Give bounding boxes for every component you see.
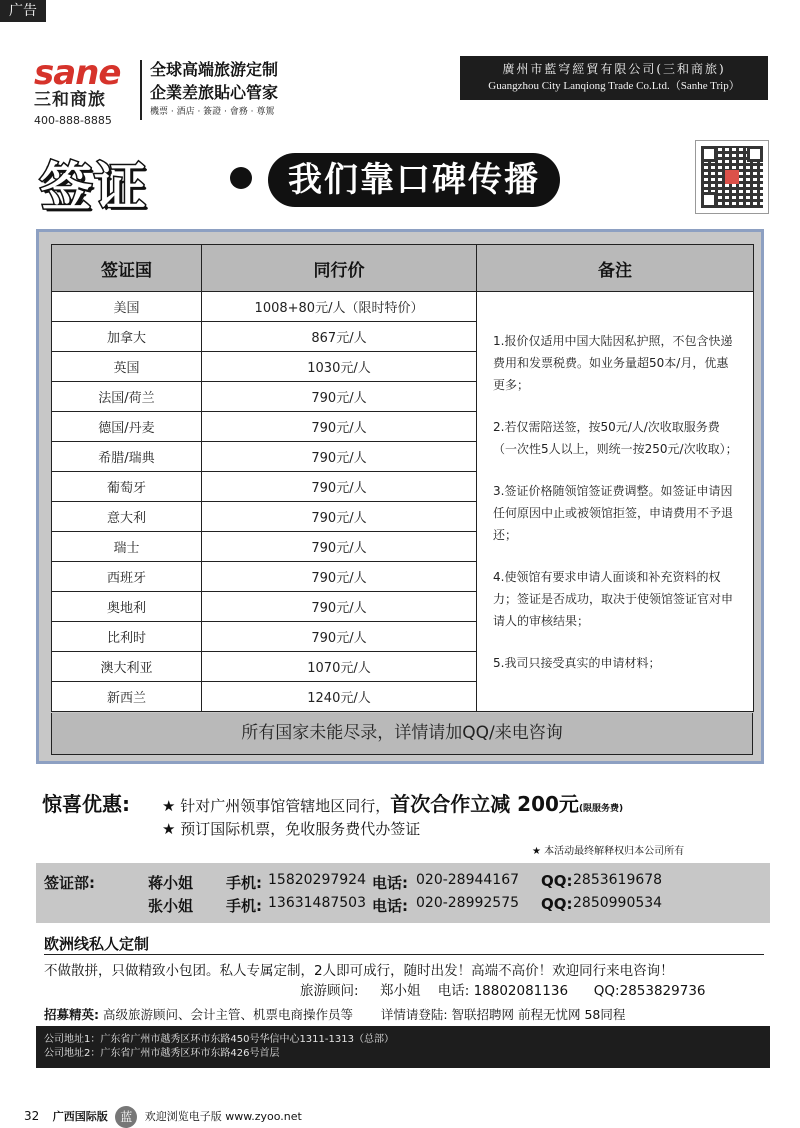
note-item: 1.报价仅适用中国大陆因私护照，不包含快递费用和发票税费。如业务量超50本/月，优惠更多； <box>493 334 733 392</box>
header-country: 签证国 <box>52 245 202 292</box>
contact-name: 张小姐 <box>148 897 194 915</box>
header-notes: 备注 <box>477 245 754 292</box>
country-cell: 新西兰 <box>52 682 202 712</box>
price-cell: 1008+80元/人（限时特价） <box>202 292 477 322</box>
promo-discount-note: (限服务费) <box>578 804 624 814</box>
note-item: 4.使领馆有要求申请人面谈和补充资料的权力；签证是否成功，取决于使领馆签证官对申请人的审核结果； <box>493 570 734 628</box>
qq-label: QQ: <box>541 872 573 890</box>
price-cell: 790元/人 <box>202 472 477 502</box>
company-name-cn: 廣州市藍穹經貿有限公司(三和商旅) <box>502 62 726 76</box>
mobile-label: 手机: <box>226 897 262 915</box>
slogan-line-1: 全球高端旅游定制 <box>150 60 279 79</box>
tel-number[interactable]: 020-28992575 <box>416 895 520 911</box>
headline <box>40 145 640 218</box>
country-cell: 澳大利亚 <box>52 652 202 682</box>
table-row <box>52 292 754 322</box>
price-cell: 790元/人 <box>202 502 477 532</box>
europe-divider <box>44 954 764 955</box>
company-name-en: Guangzhou City Lanqiong Trade Co.Ltd.（Sanhe Trip） <box>488 80 740 92</box>
qr-corner-marker <box>701 192 717 208</box>
price-cell: 790元/人 <box>202 442 477 472</box>
qr-logo <box>725 170 739 184</box>
promo-title: 惊喜优惠: <box>42 792 130 816</box>
qq-label: QQ: <box>541 895 573 913</box>
qr-code-pattern <box>701 146 763 208</box>
slogan-line-2: 企業差旅貼心管家 <box>150 83 279 102</box>
headline-visa: 签证 <box>40 158 149 218</box>
mobile-number[interactable]: 15820297924 <box>268 872 366 888</box>
note-item: 3.签证价格随领馆签证费调整。如签证申请因任何原因中止或被领馆拒签，申请费用不予退还； <box>493 484 734 542</box>
company-banner <box>460 56 768 100</box>
recruit-label: 招募精英: <box>44 1007 99 1022</box>
brand-phone: 400-888-8885 <box>34 114 112 127</box>
page-number: 32 <box>24 1109 40 1123</box>
advisor-tel[interactable]: 18802081136 <box>473 983 569 999</box>
europe-advisor <box>300 979 706 999</box>
price-cell: 790元/人 <box>202 622 477 652</box>
contact-row <box>36 872 770 896</box>
recruitment-line <box>44 1005 625 1023</box>
country-cell: 德国/丹麦 <box>52 412 202 442</box>
country-cell: 比利时 <box>52 622 202 652</box>
mobile-label: 手机: <box>226 874 262 892</box>
header-price: 同行价 <box>202 245 477 292</box>
europe-title: 欧洲线私人定制 <box>44 935 150 953</box>
promo-line-1 <box>162 788 623 817</box>
advisor-label: 旅游顾问: <box>300 983 359 999</box>
country-cell: 意大利 <box>52 502 202 532</box>
promo-line-2: ★ 预订国际机票，免收服务费代办签证 <box>162 820 421 838</box>
country-cell: 瑞士 <box>52 532 202 562</box>
country-cell: 英国 <box>52 352 202 382</box>
promo-line-1-text: ★ 针对广州领事馆管辖地区同行， <box>162 797 391 815</box>
address-line-2: 公司地址2：广东省广州市越秀区环市东路426号首层 <box>44 1048 280 1059</box>
tel-number[interactable]: 020-28944167 <box>416 872 520 888</box>
price-cell: 790元/人 <box>202 592 477 622</box>
europe-description: 不做散拼，只做精致小包团。私人专属定制，2人即可成行，随时出发！高端不高价！欢迎同行来电咨询！ <box>44 963 674 979</box>
price-cell: 867元/人 <box>202 322 477 352</box>
note-item: 5.我司只接受真实的申请材料； <box>493 656 661 670</box>
footer-website[interactable]: 欢迎浏览电子版 www.zyoo.net <box>144 1110 302 1123</box>
price-cell: 790元/人 <box>202 532 477 562</box>
advisor-qq[interactable]: 2853829736 <box>619 983 706 999</box>
table-footer-note: 所有国家未能尽录，详情请加QQ/来电咨询 <box>51 713 753 755</box>
country-cell: 葡萄牙 <box>52 472 202 502</box>
price-cell: 1070元/人 <box>202 652 477 682</box>
brand-logo <box>34 53 134 127</box>
address-bar <box>36 1026 770 1068</box>
visa-price-panel <box>36 229 764 764</box>
recruit-more-label: 详情请登陆: <box>380 1007 448 1022</box>
logo-chinese-name: 三和商旅 <box>34 90 106 110</box>
country-cell: 奥地利 <box>52 592 202 622</box>
country-cell: 西班牙 <box>52 562 202 592</box>
edition-name: 广西国际版 <box>52 1110 108 1123</box>
table-header-row <box>52 245 754 292</box>
headline-slogan: 我们靠口碑传播 <box>268 153 560 207</box>
visa-price-table <box>51 244 754 712</box>
logo-divider <box>140 60 142 120</box>
dept-label: 签证部: <box>44 874 95 892</box>
publisher-seal-icon: 蓝 <box>115 1106 137 1128</box>
contact-row <box>36 895 770 919</box>
country-cell: 法国/荷兰 <box>52 382 202 412</box>
qq-number[interactable]: 2853619678 <box>573 872 663 888</box>
price-cell: 790元/人 <box>202 382 477 412</box>
advisor-name: 郑小姐 <box>380 983 421 999</box>
price-cell: 1030元/人 <box>202 352 477 382</box>
qr-code[interactable] <box>695 140 769 214</box>
recruit-sites: 智联招聘网 前程无忧网 58同程 <box>451 1007 626 1022</box>
promo-discount: 首次合作立减 200元 <box>390 792 579 816</box>
service-list: 機票 · 酒店 · 簽證 · 會務 · 尊駕 <box>150 107 275 117</box>
visa-contact-box <box>36 863 770 923</box>
tel-label: 电话: <box>372 874 408 892</box>
ad-tag: 广告 <box>0 0 46 22</box>
recruit-positions: 高级旅游顾问、会计主管、机票电商操作员等 <box>102 1007 353 1022</box>
qq-number[interactable]: 2850990534 <box>573 895 663 911</box>
country-cell: 美国 <box>52 292 202 322</box>
country-cell: 加拿大 <box>52 322 202 352</box>
mobile-number[interactable]: 13631487503 <box>268 895 366 911</box>
advisor-tel-label: 电话: <box>437 983 470 999</box>
notes-cell <box>477 292 754 712</box>
note-item: 2.若仅需陪送签，按50元/人/次收取服务费（一次性5人以上，则统一按250元/次收取）； <box>493 420 738 456</box>
country-cell: 希腊/瑞典 <box>52 442 202 472</box>
europe-section <box>44 933 764 1022</box>
headline-dot <box>230 167 252 189</box>
qr-corner-marker <box>701 146 717 162</box>
page-footer <box>24 1106 302 1128</box>
tel-label: 电话: <box>372 897 408 915</box>
price-cell: 790元/人 <box>202 412 477 442</box>
qr-corner-marker <box>747 146 763 162</box>
promo-disclaimer: ★ 本活动最终解释权归本公司所有 <box>532 846 685 857</box>
contact-name: 蒋小姐 <box>148 874 194 892</box>
logo-wordmark: sane <box>34 53 121 93</box>
advisor-qq-label: QQ: <box>593 983 620 999</box>
brand-slogan <box>150 58 278 120</box>
price-cell: 1240元/人 <box>202 682 477 712</box>
price-cell: 790元/人 <box>202 562 477 592</box>
address-line-1: 公司地址1：广东省广州市越秀区环市东路450号华信中心1311-1313（总部） <box>44 1034 394 1045</box>
